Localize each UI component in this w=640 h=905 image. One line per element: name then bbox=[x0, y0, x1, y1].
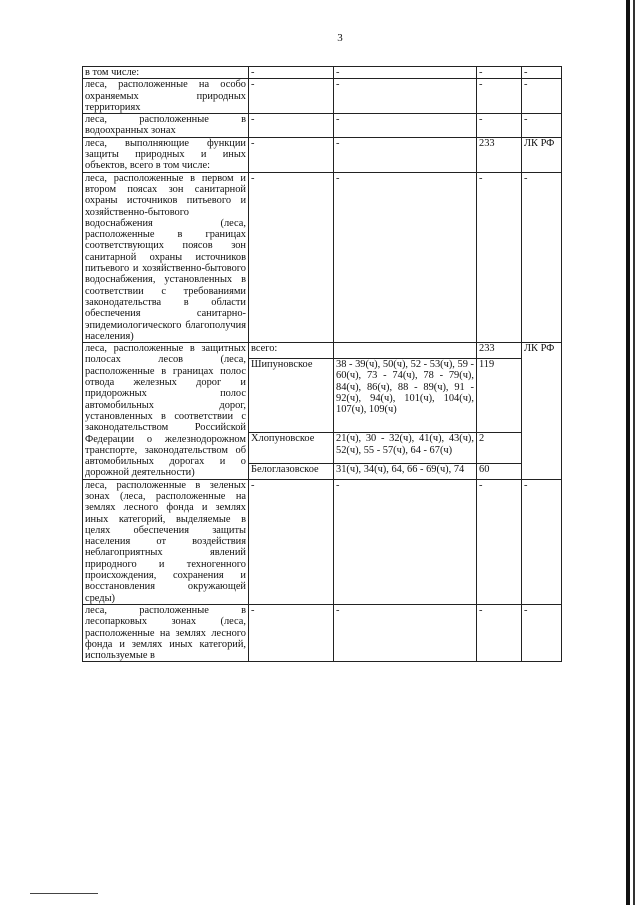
quarters-cell: 21(ч), 30 - 32(ч), 41(ч), 43(ч), 52(ч), 55 - 57(ч), 64 - 67(ч) bbox=[334, 433, 477, 463]
forestry-cell: - bbox=[249, 172, 334, 342]
table-row bbox=[83, 67, 562, 79]
basis-cell: - bbox=[522, 172, 562, 342]
quarters-cell: - bbox=[334, 479, 477, 604]
forestry-cell: - bbox=[249, 67, 334, 79]
quarters-cell bbox=[334, 343, 477, 359]
quarters-cell: - bbox=[334, 114, 477, 138]
table-row bbox=[83, 604, 562, 661]
area-cell: - bbox=[477, 479, 522, 604]
forestry-cell: - bbox=[249, 479, 334, 604]
area-cell: 60 bbox=[477, 463, 522, 479]
basis-cell: - bbox=[522, 67, 562, 79]
quarters-cell: - bbox=[334, 172, 477, 342]
area-cell: 2 bbox=[477, 433, 522, 463]
quarters-cell: - bbox=[334, 137, 477, 172]
area-cell: - bbox=[477, 604, 522, 661]
forestry-cell: Белоглазовское bbox=[249, 463, 334, 479]
page-number: 3 bbox=[337, 32, 343, 44]
basis-cell: ЛК РФ bbox=[522, 343, 562, 480]
table-row bbox=[83, 79, 562, 114]
row-description: леса, выполняющие функции защиты природных и иных объектов, всего в том числе: bbox=[83, 137, 249, 172]
table-row bbox=[83, 479, 562, 604]
basis-cell: - bbox=[522, 604, 562, 661]
quarters-cell: 31(ч), 34(ч), 64, 66 - 69(ч), 74 bbox=[334, 463, 477, 479]
row-description: леса, расположенные в лесопарковых зонах (леса, расположенные на землях лесного фонда и землях иных категорий, используемые в bbox=[83, 604, 249, 661]
row-description: в том числе: bbox=[83, 67, 249, 79]
area-cell: 233 bbox=[477, 137, 522, 172]
scan-edge-bar bbox=[626, 0, 630, 905]
forestry-cell: Шипуновское bbox=[249, 359, 334, 433]
forestry-cell: - bbox=[249, 114, 334, 138]
scan-edge-bar bbox=[633, 0, 635, 905]
row-description: леса, расположенные в водоохранных зонах bbox=[83, 114, 249, 138]
quarters-cell: - bbox=[334, 67, 477, 79]
forest-protection-table bbox=[82, 66, 562, 662]
forestry-cell: - bbox=[249, 604, 334, 661]
row-description: леса, расположенные в зеленых зонах (леса, расположенные на землях лесного фонда и землях иных категорий, выделяемые в целях обеспечения защиты населения от воздействия неблагоприятных явлений природного и техногенного происхождения, сохранения и восстановления окружающей среды) bbox=[83, 479, 249, 604]
forestry-cell: - bbox=[249, 79, 334, 114]
area-cell: - bbox=[477, 114, 522, 138]
area-cell: - bbox=[477, 67, 522, 79]
forestry-cell: Хлопуновское bbox=[249, 433, 334, 463]
area-cell: - bbox=[477, 79, 522, 114]
basis-cell: ЛК РФ bbox=[522, 137, 562, 172]
footnote-rule bbox=[30, 893, 98, 894]
area-cell: - bbox=[477, 172, 522, 342]
quarters-cell: - bbox=[334, 604, 477, 661]
table-row bbox=[83, 137, 562, 172]
quarters-cell: - bbox=[334, 79, 477, 114]
table-row bbox=[83, 114, 562, 138]
quarters-cell: 38 - 39(ч), 50(ч), 52 - 53(ч), 59 - 60(ч), 73 - 74(ч), 78 - 79(ч), 84(ч), 86(ч), 88 - 89(ч), 91 - 92(ч), 94(ч), 101(ч), 104(ч), 107(ч), 109(ч) bbox=[334, 359, 477, 433]
basis-cell: - bbox=[522, 479, 562, 604]
basis-cell: - bbox=[522, 114, 562, 138]
row-description: леса, расположенные в первом и втором поясах зон санитарной охраны источников питьевого и хозяйственно-бытового водоснабжения (леса, расположенные в границах соответствующих поясов зон санитарной охраны источников питьевого и хозяйственно-бытового водоснабжения, установленных в соответствии с требованиями законодательства в области обеспечения санитарно-эпидемиологического благополучия населения) bbox=[83, 172, 249, 342]
area-cell: 233 bbox=[477, 343, 522, 359]
row-description: леса, расположенные в защитных полосах лесов (леса, расположенные в границах полос отвода железных дорог и придорожных полос автомобильных дорог, установленных в соответствии с законодательством Российской Федерации о железнодорожном транспорте, законодательством об автомобильных дорогах и о дорожной деятельности) bbox=[83, 343, 249, 480]
area-cell: 119 bbox=[477, 359, 522, 433]
table-row bbox=[83, 343, 562, 359]
total-label: всего: bbox=[249, 343, 334, 359]
table-row bbox=[83, 172, 562, 342]
basis-cell: - bbox=[522, 79, 562, 114]
row-description: леса, расположенные на особо охраняемых природных территориях bbox=[83, 79, 249, 114]
forestry-cell: - bbox=[249, 137, 334, 172]
